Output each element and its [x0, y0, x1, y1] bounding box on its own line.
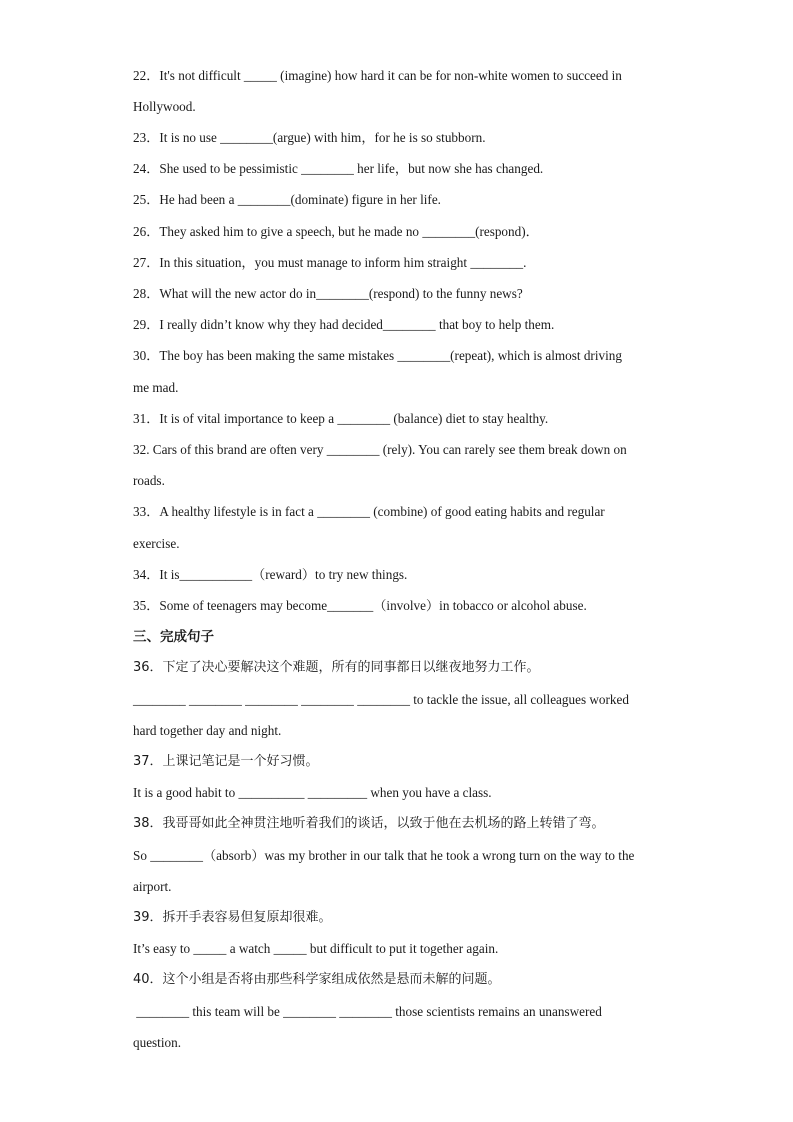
question-37-answer: It is a good habit to __________ _________ when you have a class. — [133, 785, 492, 800]
question-24: 24．She used to be pessimistic ________ her life，but now she has changed. — [133, 161, 544, 176]
question-40-line-1: ________ this team will be ________ ________ those scientists remains an unanswered — [133, 1004, 602, 1019]
question-36-line-2: hard together day and night. — [133, 723, 282, 738]
question-31: 31．It is of vital importance to keep a ________ (balance) diet to stay healthy. — [133, 411, 549, 426]
question-39-prompt: 39．拆开手表容易但复原却很难。 — [133, 910, 332, 925]
question-29: 29．I really didn’t know why they had decided________ that boy to help them. — [133, 317, 555, 332]
question-33-line-1: 33．A healthy lifestyle is in fact a ________ (combine) of good eating habits and regular — [133, 504, 605, 519]
question-40-prompt: 40．这个小组是否将由那些科学家组成依然是悬而未解的问题。 — [133, 972, 501, 987]
question-36-line-1: ________ ________ ________ ________ ________ to tackle the issue, all colleagues worked — [133, 692, 629, 707]
question-40-line-2: question. — [133, 1035, 181, 1050]
question-39-answer: It’s easy to _____ a watch _____ but difficult to put it together again. — [133, 941, 499, 956]
question-27: 27．In this situation，you must manage to inform him straight ________. — [133, 255, 527, 270]
question-22-line-2: Hollywood. — [133, 99, 196, 114]
question-38-prompt: 38．我哥哥如此全神贯注地听着我们的谈话，以致于他在去机场的路上转错了弯。 — [133, 816, 605, 831]
question-22-line-1: 22．It's not difficult _____ (imagine) how hard it can be for non-white women to succeed in — [133, 68, 622, 83]
question-32-line-2: roads. — [133, 473, 165, 488]
question-26: 26．They asked him to give a speech, but he made no ________(respond)． — [133, 224, 539, 239]
question-35: 35．Some of teenagers may become_______（involve）in tobacco or alcohol abuse. — [133, 598, 587, 613]
question-32-line-1: 32. Cars of this brand are often very ________ (rely). You can rarely see them break down on — [133, 442, 627, 457]
question-25: 25．He had been a ________(dominate) figure in her life. — [133, 192, 441, 207]
question-38-line-2: airport. — [133, 879, 172, 894]
section-heading: 三、完成句子 — [133, 629, 214, 645]
question-34: 34．It is___________（reward）to try new things. — [133, 567, 408, 582]
question-23: 23．It is no use ________(argue) with him，for he is so stubborn. — [133, 130, 486, 145]
question-30-line-1: 30．The boy has been making the same mistakes ________(repeat), which is almost driving — [133, 348, 622, 363]
question-37-prompt: 37．上课记笔记是一个好习惯。 — [133, 754, 319, 769]
question-36-prompt: 36．下定了决心要解决这个难题，所有的同事都日以继夜地努力工作。 — [133, 660, 540, 675]
question-38-line-1: So ________（absorb）was my brother in our talk that he took a wrong turn on the way to the — [133, 848, 635, 863]
question-33-line-2: exercise. — [133, 536, 180, 551]
question-30-line-2: me mad. — [133, 380, 179, 395]
question-28: 28．What will the new actor do in________(respond) to the funny news? — [133, 286, 523, 301]
